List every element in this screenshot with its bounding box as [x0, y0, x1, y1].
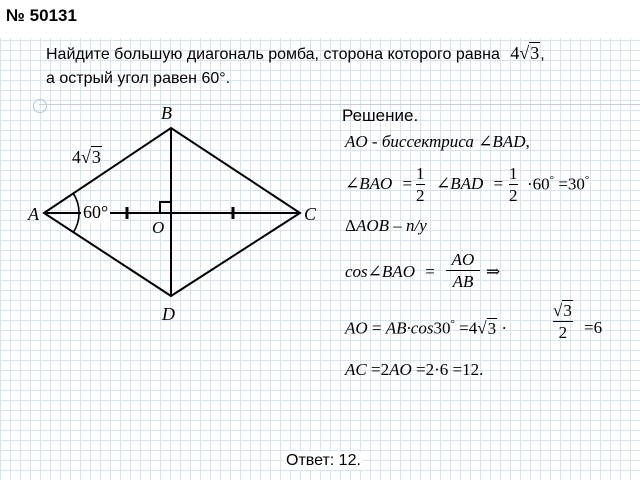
solution-line-ao: AO = AB·cos30° =4√3 ·	[345, 318, 507, 338]
side-length-label: 4√3	[72, 147, 101, 167]
triangle-icon: Δ	[345, 216, 356, 235]
fraction-ao-ab: AO AB	[446, 250, 480, 291]
solution-line-angle-part-1: ∠BAO =	[345, 174, 413, 193]
vertex-label-a: A	[28, 204, 39, 224]
solution-line-bisector: AO - биссектриса ∠BAD,	[345, 132, 530, 151]
task-line-1: Найдите большую диагональ ромба, сторона которого равна 4√3,	[46, 43, 545, 63]
angle-icon: ∠	[345, 174, 360, 193]
fraction-sqrt3-over-2: √3 2	[553, 301, 572, 342]
fraction-one-half-2: 1 2	[509, 164, 518, 205]
angle-label: 60°	[83, 202, 109, 222]
problem-number: № 50131	[6, 6, 77, 25]
solution-line-angle-part-3: ·60° =30°	[527, 174, 590, 194]
answer-text: Ответ: 12.	[286, 452, 361, 469]
solution-line-angle-part-2: ∠BAD =	[436, 174, 504, 193]
solution-line-ao-result: =6	[584, 318, 603, 337]
solution-line-ac: AC =2AO =2·6 =12.	[345, 360, 484, 379]
angle-icon: ∠	[478, 132, 493, 151]
solution-line-right-triangle: ΔAOB – п/у	[345, 216, 427, 235]
task-line-2: а острый угол равен 60°.	[46, 70, 231, 87]
fraction-one-half-1: 1 2	[416, 164, 425, 205]
solution-line-cos: cos∠BAO =	[345, 262, 435, 281]
vertex-label-b: B	[161, 103, 172, 123]
angle-icon: ∠	[436, 174, 451, 193]
center-label-o: O	[152, 218, 165, 237]
angle-icon: ∠	[367, 262, 382, 281]
vertex-label-c: C	[304, 204, 317, 224]
right-angle-mark	[160, 202, 171, 213]
solution-heading: Решение.	[342, 106, 419, 125]
vertex-label-d: D	[162, 304, 175, 324]
implies-icon: ⇒	[486, 262, 501, 281]
